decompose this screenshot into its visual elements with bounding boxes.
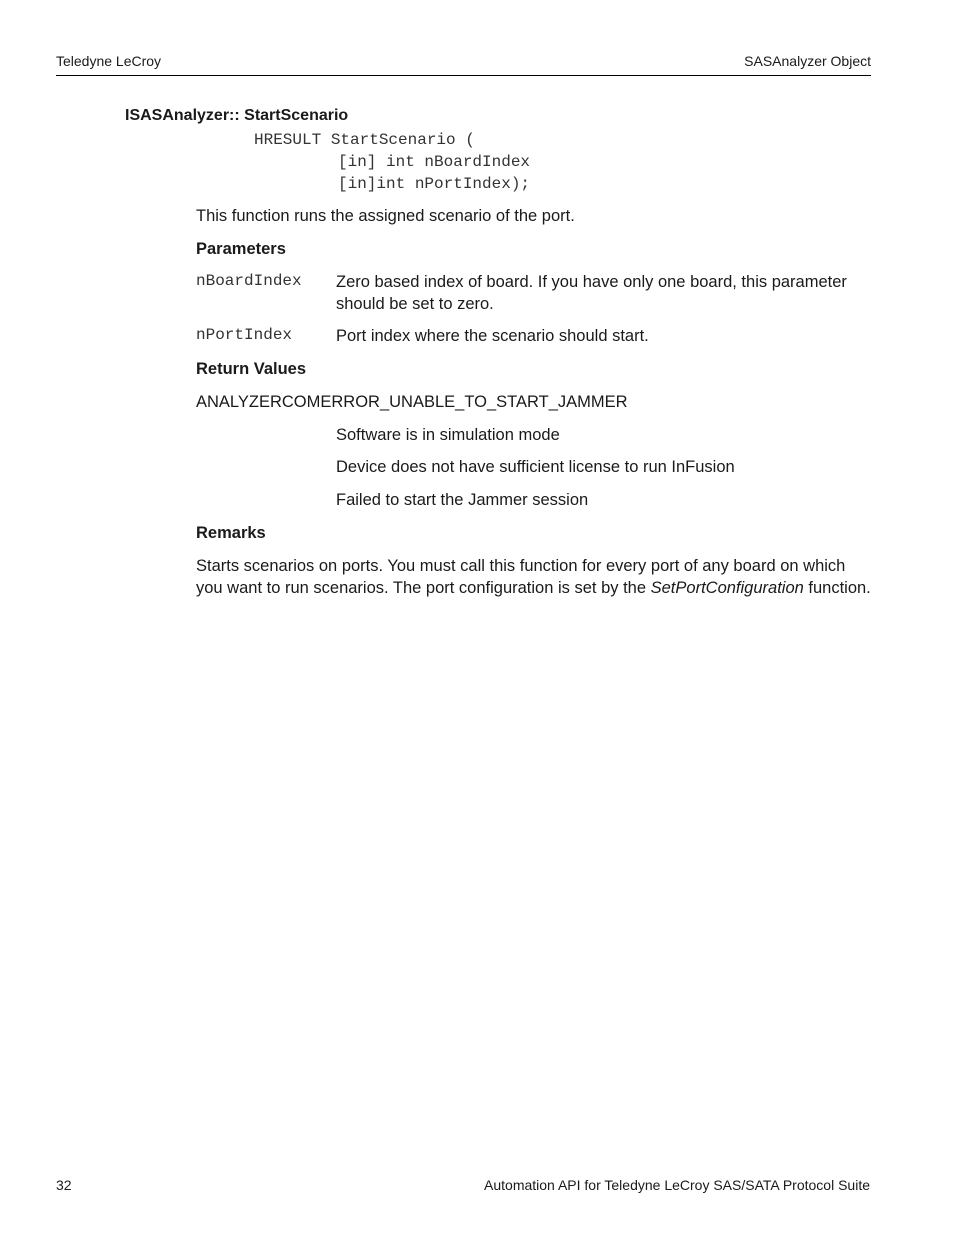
signature-line-2: [in] int nBoardIndex (338, 153, 531, 171)
signature-line-1: HRESULT StartScenario ( (254, 131, 475, 149)
param-desc-board-index: Zero based index of board. If you have only one board, this parameter should be set to zero. (336, 273, 847, 313)
remarks-heading: Remarks (196, 524, 266, 542)
return-reason-2: Device does not have sufficient license to run InFusion (336, 458, 735, 476)
param-desc-port-index: Port index where the scenario should start. (336, 327, 649, 345)
header-company: Teledyne LeCroy (56, 53, 162, 69)
param-name-port-index: nPortIndex (196, 326, 293, 344)
param-name-board-index: nBoardIndex (196, 272, 302, 290)
method-description: This function runs the assigned scenario of the port. (196, 207, 575, 225)
method-heading: ISASAnalyzer:: StartScenario (125, 107, 349, 124)
return-error-code: ANALYZERCOMERROR_UNABLE_TO_START_JAMMER (196, 393, 628, 411)
parameters-heading: Parameters (196, 240, 286, 258)
remarks-text-before: Starts scenarios on ports. You must call this function for every port of any board on which you want to run scenarios. The port configuration is set by the (196, 557, 846, 597)
header-section: SASAnalyzer Object (744, 53, 871, 69)
signature-line-3: [in]int nPortIndex); (338, 175, 531, 193)
page-number: 32 (56, 1177, 72, 1193)
return-values-heading: Return Values (196, 360, 307, 378)
footer-title: Automation API for Teledyne LeCroy SAS/SATA Protocol Suite (484, 1177, 870, 1193)
remarks-body (196, 555, 876, 599)
page-header (56, 53, 871, 76)
return-reason-1: Software is in simulation mode (336, 426, 560, 444)
remarks-text-after: function. (803, 579, 871, 597)
remarks-function-reference: SetPortConfiguration (650, 579, 804, 597)
return-reason-3: Failed to start the Jammer session (336, 491, 589, 509)
